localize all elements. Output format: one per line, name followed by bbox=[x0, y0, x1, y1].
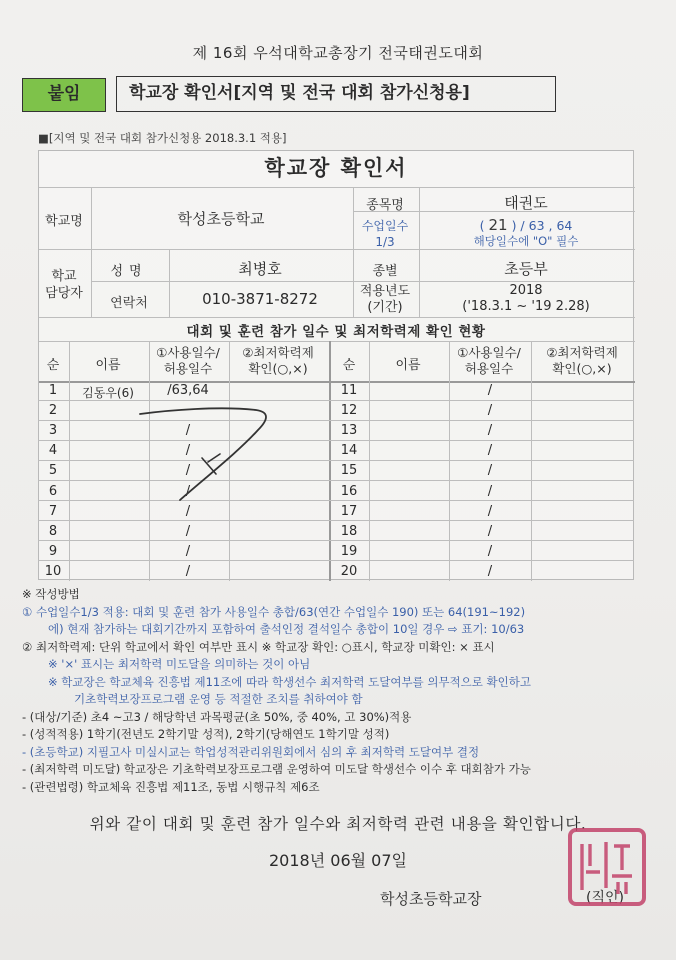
col-check-right-line2: 확인(○,×) bbox=[552, 361, 612, 376]
note-2-line1: ② 최저학력제: 단위 학교에서 확인 여부만 표시 ※ 학교장 확인: ○표시, 학교장 미확인: × 표시 bbox=[22, 639, 495, 654]
period-range: ('18.3.1 ~ '19 2.28) bbox=[462, 299, 590, 314]
col-no-left: 순 bbox=[46, 358, 60, 373]
phone-value: 010-3871-8272 bbox=[202, 290, 318, 308]
school-contact-label-line2: 담당자 bbox=[45, 286, 83, 301]
col-name-right: 이름 bbox=[395, 358, 421, 373]
document-title: 학교장 확인서 bbox=[264, 156, 408, 180]
col-check-right-line1: ②최저학력제 bbox=[546, 345, 618, 360]
school-contact-label bbox=[38, 268, 90, 302]
school-days-handwritten: 21 bbox=[488, 216, 508, 234]
seal-label: (직인) bbox=[586, 890, 624, 906]
school-days-label bbox=[352, 218, 418, 250]
participants-table bbox=[38, 380, 634, 580]
note-7: - (관련법령) 학교체육 진흥법 제11조, 동법 시행규칙 제6조 bbox=[22, 779, 320, 794]
school-days-options: ) / 63 , 64 bbox=[511, 218, 573, 233]
row-1-days: /63,64 bbox=[167, 383, 209, 398]
person-name-value: 최병호 bbox=[238, 260, 282, 278]
row-6-no: 6 bbox=[48, 484, 58, 499]
row-14-no: 14 bbox=[340, 443, 358, 458]
col-days-right-line1: ①사용일수/ bbox=[457, 345, 521, 360]
col-check-right bbox=[530, 345, 634, 377]
row-19-no: 19 bbox=[340, 544, 358, 559]
school-days-value bbox=[418, 216, 634, 234]
form-version-note: ■[지역 및 전국 대회 참가신청용 2018.3.1 적용] bbox=[38, 131, 287, 145]
col-check-left-line1: ②최저학력제 bbox=[242, 345, 314, 360]
row-18-no: 18 bbox=[340, 524, 358, 539]
official-seal-icon bbox=[566, 826, 648, 908]
row-13-no: 13 bbox=[340, 423, 358, 438]
row-8-days: / bbox=[185, 524, 191, 539]
note-4: - (성적적용) 1학기(전년도 2학기말 성적), 2학기(당해연도 1학기말 성적) bbox=[22, 727, 390, 741]
confirmation-statement: 위와 같이 대회 및 훈련 참가 일수와 최저학력 관련 내용을 확인합니다. bbox=[89, 815, 587, 833]
col-days-left bbox=[148, 345, 228, 377]
division-value: 초등부 bbox=[504, 260, 548, 278]
row-20-no: 20 bbox=[340, 564, 358, 579]
period-year: 2018 bbox=[509, 283, 543, 298]
sport-label: 종목명 bbox=[366, 198, 404, 213]
row-8-no: 8 bbox=[48, 524, 58, 539]
row-15-no: 15 bbox=[340, 463, 358, 478]
row-10-no: 10 bbox=[44, 564, 62, 579]
col-days-left-line2: 허용일수 bbox=[163, 361, 213, 376]
row-13-days: / bbox=[487, 423, 493, 438]
period-label-line1: 적용년도 bbox=[359, 284, 411, 299]
school-name-label: 학교명 bbox=[45, 214, 83, 229]
note-2-line2: ※ '×' 표시는 최저학력 미도달을 의미하는 것이 아님 bbox=[48, 657, 311, 671]
row-12-days: / bbox=[487, 403, 493, 418]
col-days-right bbox=[448, 345, 530, 377]
row-10-days: / bbox=[185, 564, 191, 579]
row-14-days: / bbox=[487, 443, 493, 458]
phone-label: 연락처 bbox=[110, 296, 148, 311]
row-4-no: 4 bbox=[48, 443, 58, 458]
note-1-line1: ① 수업일수1/3 적용: 대회 및 훈련 참가 사용일수 총합/63(연간 수업일수 190) 또는 64(191~192) bbox=[22, 604, 526, 619]
notes-heading: ※ 작성방법 bbox=[22, 587, 80, 601]
period-value bbox=[418, 283, 634, 315]
school-days-label-line2: 1/3 bbox=[375, 235, 395, 249]
note-6: - (최저학력 미도달) 학교장은 기초학력보장프로그램 운영하여 미도달 학생선수 이수 후 대회참가 가능 bbox=[22, 762, 531, 776]
col-name-left: 이름 bbox=[95, 358, 121, 373]
division-label: 종별 bbox=[372, 264, 398, 279]
row-5-days: / bbox=[185, 463, 191, 478]
row-1-no: 1 bbox=[48, 383, 58, 398]
note-2-line3: ※ 학교장은 학교체육 진흥법 제11조에 따라 학생선수 최저학력 도달여부를 의무적으로 확인하고 bbox=[48, 674, 531, 689]
school-days-note: 해당일수에 "O" 필수 bbox=[473, 234, 579, 248]
row-11-no: 11 bbox=[340, 383, 358, 398]
row-7-no: 7 bbox=[48, 504, 58, 519]
school-contact-label-line1: 학교 bbox=[51, 269, 77, 284]
col-days-left-line1: ①사용일수/ bbox=[156, 345, 220, 360]
event-title: 제 16회 우석대학교총장기 전국태권도대회 bbox=[192, 44, 484, 62]
row-20-days: / bbox=[487, 564, 493, 579]
row-9-days: / bbox=[185, 544, 191, 559]
principal-title: 학성초등학교장 bbox=[380, 890, 482, 908]
row-11-days: / bbox=[487, 383, 493, 398]
row-16-no: 16 bbox=[340, 484, 358, 499]
note-5: - (초등학교) 지필고사 미실시교는 학업성적관리위원회에서 심의 후 최저학력 도달여부 결정 bbox=[22, 744, 480, 759]
note-2-line4: 기초학력보장프로그램 운영 등 적절한 조치를 취하여야 함 bbox=[74, 692, 363, 706]
col-no-right: 순 bbox=[342, 358, 356, 373]
row-6-days: / bbox=[185, 484, 191, 499]
col-days-right-line2: 허용일수 bbox=[464, 361, 514, 376]
school-days-open-paren: ( bbox=[479, 218, 485, 233]
document-type-box: 학교장 확인서[지역 및 전국 대회 참가신청용] bbox=[116, 76, 556, 112]
row-18-days: / bbox=[487, 524, 493, 539]
row-17-days: / bbox=[487, 504, 493, 519]
row-9-no: 9 bbox=[48, 544, 58, 559]
row-3-no: 3 bbox=[48, 423, 58, 438]
section-title: 대회 및 훈련 참가 일수 및 최저학력제 확인 현황 bbox=[186, 324, 486, 340]
school-name-value: 학성초등학교 bbox=[177, 210, 265, 228]
attachment-badge: 붙임 bbox=[22, 78, 106, 112]
row-2-no: 2 bbox=[48, 403, 58, 418]
row-5-no: 5 bbox=[48, 463, 58, 478]
row-17-no: 17 bbox=[340, 504, 358, 519]
row-12-no: 12 bbox=[340, 403, 358, 418]
row-4-days: / bbox=[185, 443, 191, 458]
row-1-name: 김동우(6) bbox=[82, 386, 134, 400]
sport-value: 태권도 bbox=[504, 194, 548, 212]
note-3: - (대상/기준) 초4 ~고3 / 해당학년 과목평균(초 50%, 중 40%, 고 30%)적용 bbox=[22, 709, 412, 724]
issue-date: 2018년 06월 07일 bbox=[269, 851, 407, 870]
row-16-days: / bbox=[487, 484, 493, 499]
col-check-left bbox=[228, 345, 328, 377]
col-check-left-line2: 확인(○,×) bbox=[248, 361, 308, 376]
row-15-days: / bbox=[487, 463, 493, 478]
period-label bbox=[352, 284, 418, 316]
row-3-days: / bbox=[185, 423, 191, 438]
period-label-line2: (기간) bbox=[367, 300, 403, 315]
handwritten-strike-mark bbox=[130, 400, 290, 510]
school-days-label-line1: 수업일수 bbox=[361, 219, 409, 233]
note-1-line2: 에) 현재 참가하는 대회기간까지 포함하여 출석인정 결석일수 총합이 10일 경우 ⇨ 표기: 10/63 bbox=[48, 622, 525, 636]
instructions bbox=[22, 586, 662, 796]
row-19-days: / bbox=[487, 544, 493, 559]
row-7-days: / bbox=[185, 504, 191, 519]
person-name-label: 성명 bbox=[110, 264, 148, 279]
